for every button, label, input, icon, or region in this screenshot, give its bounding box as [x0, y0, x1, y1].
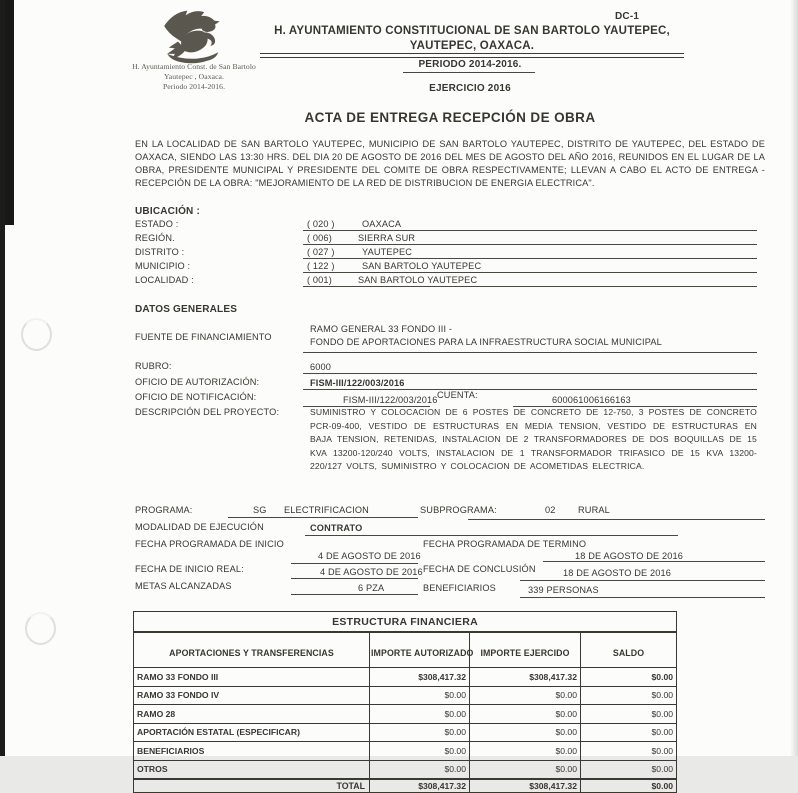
inicio-real-label: FECHA DE INICIO REAL: — [135, 564, 244, 574]
rubro-value: 6000 — [310, 362, 332, 372]
intro-paragraph: EN LA LOCALIDAD DE SAN BARTOLO YAUTEPEC, MUNICIPIO DE SAN BARTOLO YAUTEPEC, DISTRITO DE YAUTEPEC, DEL ESTADO DE OAXACA, SIENDO LAS 13:30 HRS. DEL DIA 20 DE AGOSTO DE 2016 DEL MES DE AGOSTO DEL AÑO 2016, REUNIDOS EN EL LUGAR DE LA OBRA, PRESIDENTE MUNICIPAL Y PRESIDENTE DEL COMITE DE OBRA RESPECTIVAMENTE; LLEVAN A CABO EL ACTO DE ENTREGA - RECEPCIÓN DE LA OBRA: "MEJORAMIENTO DE LA RED DE DISTRIBUCION DE ENERGIA ELECTRICA". — [135, 139, 765, 188]
column-header-saldo: SALDO — [581, 632, 677, 668]
periodo-text: PERIODO 2014-2016. — [418, 59, 522, 70]
logo-caption-line1: H. Ayuntamiento Const. de San Bartolo — [132, 62, 256, 71]
table-title: ESTRUCTURA FINANCIERA — [134, 612, 677, 633]
field-underline — [303, 230, 757, 231]
amount-cell: $0.00 — [470, 705, 581, 724]
table-header-row — [134, 632, 677, 668]
amount-cell: $308,417.32 — [470, 668, 581, 687]
table-row — [134, 686, 677, 705]
field-code-region: ( 006) — [307, 233, 332, 243]
field-underline — [303, 272, 757, 273]
field-code-estado: ( 020 ) — [307, 219, 335, 229]
amount-cell: $308,417.32 — [370, 668, 470, 687]
logo-caption-line3: Periodo 2014-2016. — [162, 82, 226, 91]
header-title-line2: YAUTEPEC, OAXACA. — [409, 40, 535, 52]
amount-cell: $0.00 — [470, 723, 581, 742]
rubro-underline — [303, 373, 757, 374]
field-label-region: REGIÓN. — [135, 233, 175, 243]
total-label: TOTAL — [134, 779, 370, 793]
subprograma-underline — [468, 519, 765, 520]
rubro-label: RUBRO: — [135, 361, 172, 371]
amount-cell: $0.00 — [581, 723, 677, 742]
concepto-cell: OTROS — [134, 760, 370, 779]
descripcion-label: DESCRIPCIÓN DEL PROYECTO: — [135, 407, 280, 417]
beneficiarios-value: 339 PERSONAS — [528, 585, 599, 595]
modalidad-value: CONTRATO — [310, 523, 363, 533]
oficio-autorizacion-value: FISM-III/122/003/2016 — [310, 378, 405, 388]
table-row — [134, 668, 677, 687]
conclusion-label: FECHA DE CONCLUSIÓN — [423, 564, 536, 574]
amount-cell: $0.00 — [581, 705, 677, 724]
field-code-localidad: ( 001) — [307, 275, 332, 285]
metas-value: 6 PZA — [358, 583, 385, 593]
modalidad-underline — [305, 535, 678, 536]
modalidad-label: MODALIDAD DE EJECUCIÓN — [135, 522, 264, 532]
beneficiarios-label: BENEFICIARIOS — [423, 583, 496, 593]
field-value-distrito: YAUTEPEC — [362, 247, 413, 257]
punch-hole-bottom — [25, 612, 56, 645]
oficio-notificacion-value: FISM-III/122/003/2016 — [343, 395, 438, 405]
subprograma-label: SUBPROGRAMA: — [420, 505, 497, 515]
metas-underline — [291, 594, 418, 595]
fuente-underline — [303, 352, 757, 353]
fuente-label: FUENTE DE FINANCIAMIENTO — [135, 332, 272, 342]
field-value-localidad: SAN BARTOLO YAUTEPEC — [358, 275, 478, 285]
table-total-row — [134, 779, 677, 793]
table-row — [134, 723, 677, 742]
table-title-row — [134, 612, 677, 633]
field-label-localidad: LOCALIDAD : — [135, 275, 194, 285]
fecha-inicio-label: FECHA PROGRAMADA DE INICIO — [135, 539, 284, 549]
fuente-value-line2: FONDO DE APORTACIONES PARA LA INFRAESTRUCTURA SOCIAL MUNICIPAL — [310, 337, 662, 347]
financial-table — [133, 611, 677, 793]
inicio-real-underline — [291, 578, 418, 579]
scan-edge-left-thin — [0, 0, 5, 756]
logo-caption-line2: Yautepec , Oaxaca. — [163, 72, 225, 81]
punch-hole-top — [21, 318, 52, 351]
total-amount-cell: $308,417.32 — [370, 779, 470, 793]
field-label-municipio: MUNICIPIO : — [135, 261, 191, 271]
header-double-rule — [260, 53, 684, 58]
concepto-cell: RAMO 33 FONDO IV — [134, 686, 370, 705]
amount-cell: $0.00 — [581, 686, 677, 705]
fecha-termino-label: FECHA PROGRAMADA DE TERMINO — [423, 539, 587, 549]
programa-underline — [228, 517, 418, 518]
fecha-inicio-underline — [291, 563, 418, 564]
amount-cell: $0.00 — [370, 705, 470, 724]
fecha-termino-underline — [543, 561, 765, 562]
programa-label: PROGRAMA: — [135, 505, 193, 515]
field-value-estado: OAXACA — [362, 219, 402, 229]
metas-label: METAS ALCANZADAS — [135, 581, 232, 591]
ejercicio-text: EJERCICIO 2016 — [429, 83, 511, 94]
concepto-cell: RAMO 28 — [134, 705, 370, 724]
conclusion-underline — [520, 580, 765, 581]
oficio-autorizacion-label: OFICIO DE AUTORIZACIÓN: — [135, 377, 260, 387]
table-row — [134, 705, 677, 724]
field-label-estado: ESTADO : — [135, 219, 179, 229]
table-row — [134, 760, 677, 779]
total-amount-cell: $0.00 — [581, 779, 677, 793]
periodo-underline — [403, 72, 535, 73]
conclusion-value: 18 DE AGOSTO DE 2016 — [563, 568, 672, 578]
ubicacion-heading: UBICACIÓN : — [135, 206, 200, 217]
column-header-concepto: APORTACIONES Y TRANSFERENCIAS — [134, 632, 370, 668]
amount-cell: $0.00 — [470, 760, 581, 779]
programa-value: ELECTRIFICACION — [284, 505, 369, 515]
concepto-cell: BENEFICIARIOS — [134, 742, 370, 761]
subprograma-value: RURAL — [578, 505, 610, 515]
field-code-municipio: ( 122 ) — [307, 261, 335, 271]
concepto-cell: APORTACIÓN ESTATAL (ESPECIFICAR) — [134, 723, 370, 742]
amount-cell: $0.00 — [470, 742, 581, 761]
field-code-distrito: ( 027 ) — [307, 247, 335, 257]
column-header-ejercido: IMPORTE EJERCIDO — [470, 632, 581, 668]
inicio-real-value: 4 DE AGOSTO DE 2016 — [320, 567, 423, 577]
oficio-autorizacion-underline — [303, 389, 757, 390]
fecha-inicio-value: 4 DE AGOSTO DE 2016 — [318, 551, 421, 561]
amount-cell: $0.00 — [370, 742, 470, 761]
field-label-distrito: DISTRITO : — [135, 247, 185, 257]
subprograma-code: 02 — [545, 505, 556, 515]
scan-edge-right — [790, 0, 798, 756]
amount-cell: $0.00 — [370, 723, 470, 742]
column-header-autorizado: IMPORTE AUTORIZADO — [370, 632, 470, 668]
amount-cell: $0.00 — [470, 686, 581, 705]
field-underline — [303, 244, 757, 245]
fecha-termino-value: 18 DE AGOSTO DE 2016 — [575, 551, 684, 561]
amount-cell: $0.00 — [581, 668, 677, 687]
descripcion-value: SUMINISTRO Y COLOCACION DE 6 POSTES DE CONCRETO DE 12-750, 3 POSTES DE CONCRETO PCR-09-400, VESTIDO DE ESTRUCTURAS EN MEDIA TENSION, VESTIDO DE ESTRUCTURAS EN BAJA TENSION, RETENIDAS, INSTALACION DE 2 TRANSFORMADORES DE DOS BOQUILLAS DE 15 KVA 13200-120/240 VOLTS, INSTALACION DE 1 TRANSFORMADOR TRIFASICO DE 15 KVA 13200-220/127 VOLTS, SUMINISTRO Y COLOCACION DE ACOMETIDAS ELECTRICA. — [310, 407, 757, 472]
amount-cell: $0.00 — [581, 760, 677, 779]
oficio-notificacion-label: OFICIO DE NOTIFICACIÓN: — [135, 392, 257, 402]
beneficiarios-underline — [520, 597, 765, 598]
concepto-cell: RAMO 33 FONDO III — [134, 668, 370, 687]
field-underline — [303, 258, 757, 259]
programa-code: SG — [253, 505, 267, 515]
table-row — [134, 742, 677, 761]
document-title: ACTA DE ENTREGA RECEPCIÓN DE OBRA — [304, 110, 596, 125]
amount-cell: $0.00 — [581, 742, 677, 761]
amount-cell: $0.00 — [370, 686, 470, 705]
field-value-municipio: SAN BARTOLO YAUTEPEC — [362, 261, 482, 271]
cuenta-label: CUENTA: — [437, 390, 478, 400]
datos-generales-heading: DATOS GENERALES — [135, 304, 238, 315]
header-title-line1: H. AYUNTAMIENTO CONSTITUCIONAL DE SAN BARTOLO YAUTEPEC, — [274, 25, 670, 37]
amount-cell: $0.00 — [370, 760, 470, 779]
field-value-region: SIERRA SUR — [358, 233, 416, 243]
field-underline — [303, 286, 757, 287]
national-emblem-logo-icon — [156, 6, 234, 65]
fuente-value-line1: RAMO GENERAL 33 FONDO III - — [310, 324, 453, 334]
cuenta-value: 600061006166163 — [552, 395, 631, 405]
total-amount-cell: $308,417.32 — [470, 779, 581, 793]
form-code: DC-1 — [615, 11, 640, 22]
